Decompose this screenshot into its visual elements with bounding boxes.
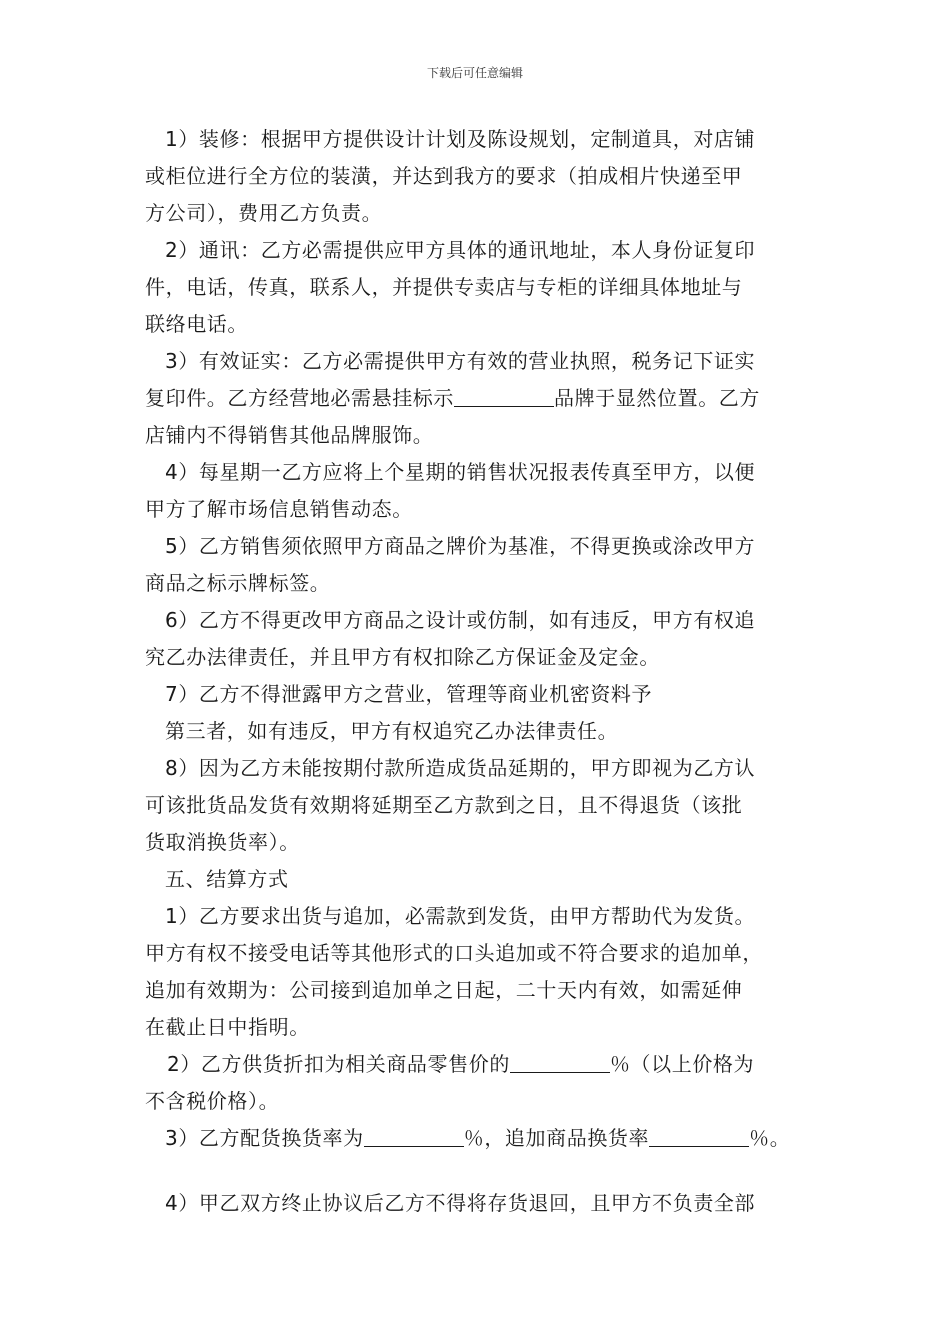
paragraph-line: 究乙办法律责任，并且甲方有权扣除乙方保证金及定金。 — [145, 645, 660, 669]
paragraph-line: 在截止日中指明。 — [145, 1015, 310, 1039]
paragraph-line: 7）乙方不得泄露甲方之营业，管理等商业机密资料予 — [165, 682, 653, 706]
paragraph-line: 甲方有权不接受电话等其他形式的口头追加或不符合要求的追加单， — [145, 941, 763, 965]
paragraph-line: 方公司），费用乙方负责。 — [145, 201, 383, 225]
paragraph-line: 第三者，如有违反，甲方有权追究乙办法律责任。 — [165, 719, 619, 743]
paragraph-line: 4）每星期一乙方应将上个星期的销售状况报表传真至甲方，以便 — [165, 460, 756, 484]
spacer — [145, 1157, 820, 1185]
fill-in-blank — [454, 386, 554, 407]
fill-in-blank — [649, 1126, 749, 1147]
paragraph-line: 6）乙方不得更改甲方商品之设计或仿制，如有违反，甲方有权追 — [165, 608, 756, 632]
paragraph-line: 不含税价格）。 — [145, 1089, 280, 1113]
paragraph-line — [145, 1120, 820, 1157]
paragraph-line: 3）有效证实：乙方必需提供甲方有效的营业执照，税务记下证实 — [165, 349, 756, 373]
paragraph-line: 1）装修：根据甲方提供设计计划及陈设规划，定制道具，对店铺 — [165, 127, 756, 151]
text-fragment: 品牌于显然位置。乙方 — [554, 386, 760, 410]
text-fragment: ％。 — [749, 1126, 791, 1150]
section-heading: 五、结算方式 — [165, 867, 289, 891]
paragraph-line: 货取消换货率）。 — [145, 830, 300, 854]
paragraph-line: 5）乙方销售须依照甲方商品之牌价为基准，不得更换或涂改甲方 — [165, 534, 756, 558]
paragraph-line: 件，电话，传真，联系人，并提供专卖店与专柜的详细具体地址与 — [145, 275, 743, 299]
paragraph-line: 追加有效期为：公司接到追加单之日起，二十天内有效，如需延伸 — [145, 978, 743, 1002]
paragraph-line: 可该批货品发货有效期将延期至乙方款到之日，且不得退货（该批 — [145, 793, 743, 817]
fill-in-blank — [364, 1126, 464, 1147]
text-fragment: ％（以上价格为 — [609, 1052, 755, 1076]
paragraph-line: 联络电话。 — [145, 312, 248, 336]
text-fragment: 复印件。乙方经营地必需悬挂标示 — [145, 386, 454, 410]
paragraph-line: 4）甲乙双方终止协议后乙方不得将存货退回，且甲方不负责全部 — [165, 1191, 756, 1215]
fill-in-blank — [510, 1052, 610, 1073]
paragraph-line: 店铺内不得销售其他品牌服饰。 — [145, 423, 434, 447]
paragraph-line: 甲方了解市场信息销售动态。 — [145, 497, 413, 521]
text-fragment: 3）乙方配货换货率为 — [165, 1126, 364, 1150]
paragraph-line: 或柜位进行全方位的装潢，并达到我方的要求（拍成相片快递至甲 — [145, 164, 743, 188]
paragraph-line: 8）因为乙方未能按期付款所造成货品延期的，甲方即视为乙方认 — [165, 756, 756, 780]
paragraph-line — [145, 1046, 820, 1083]
paragraph-line: 2）通讯：乙方必需提供应甲方具体的通讯地址，本人身份证复印 — [165, 238, 756, 262]
paragraph-line — [145, 380, 820, 417]
page-header: 下载后可任意编辑 — [426, 66, 523, 80]
text-fragment: 2）乙方供货折扣为相关商品零售价的 — [167, 1052, 510, 1076]
paragraph-line: 1）乙方要求出货与追加，必需款到发货，由甲方帮助代为发货。 — [165, 904, 756, 928]
document-body — [145, 121, 820, 1222]
paragraph-line: 商品之标示牌标签。 — [145, 571, 331, 595]
text-fragment: ％，追加商品换货率 — [463, 1126, 650, 1150]
